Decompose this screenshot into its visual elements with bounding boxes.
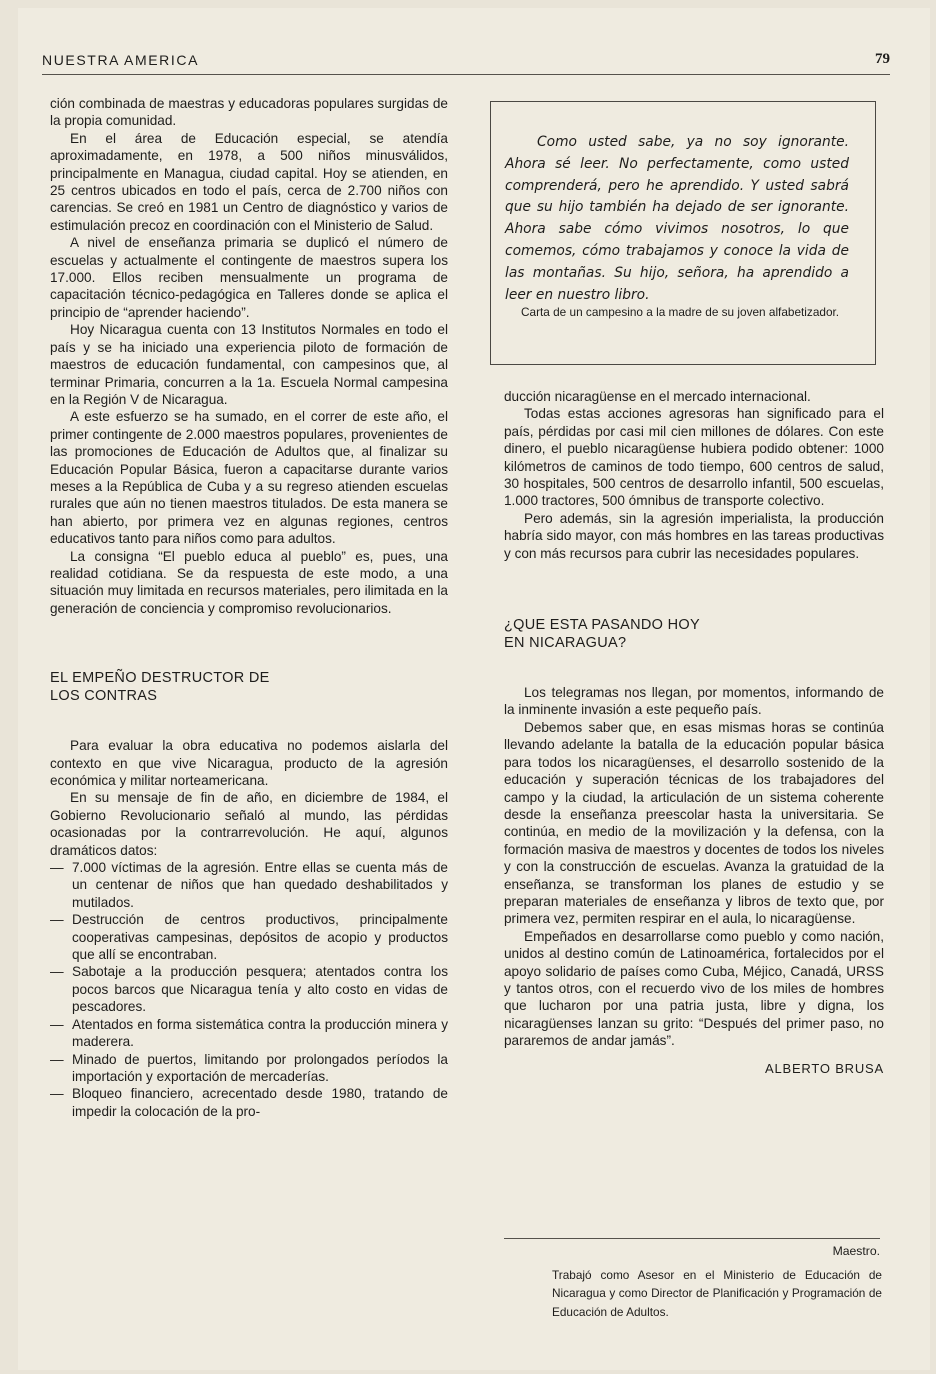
page-header (42, 48, 890, 75)
dash-bullet: — (50, 964, 64, 980)
paragraph: En su mensaje de fin de año, en diciembre de 1984, el Gobierno Revolucionario señaló al mundo, las pérdidas ocasionadas por la contrarrevolución. He aquí, algunos dramáticos datos: (50, 790, 448, 858)
right-column (504, 388, 884, 1077)
list-item-text: Bloqueo financiero, acrecentado desde 1980, tratando de impedir la colocación de la pro- (72, 1086, 448, 1119)
section-heading-nicaragua (504, 616, 884, 652)
paragraph: En el área de Educación especial, se atendía aproximadamente, en 1978, a 500 niños minusválidos, principalmente en Managua, ciudad capital. Hoy se atienden, en 25 centros ubicados en todo el país, cerca de 2.700 niños con carencias. Se creó en 1981 un Centro de diagnóstico y varios de estimulación precoz en coordinación con el Ministerio de Salud. (50, 130, 448, 233)
section-heading-line: EL EMPEÑO DESTRUCTOR DE (50, 670, 270, 687)
list-item-text: Minado de puertos, limitando por prolongados períodos la importación y exportación de mercaderías. (72, 1051, 448, 1084)
author-title: Maestro. (832, 1244, 880, 1258)
section-heading-line: ¿QUE ESTA PASANDO HOY (504, 617, 700, 634)
section-heading-contras (50, 669, 448, 705)
list-item-text: Sabotaje a la producción pesquera; atentados contra los pocos barcos que Nicaragua tenía y alto costo en vidas de pescadores. (72, 964, 448, 1015)
paragraph: ción combinada de maestras y educadoras populares surgidas de la propia comunidad. (50, 96, 448, 129)
left-column (50, 95, 448, 1120)
dash-bullet: — (50, 860, 64, 876)
dash-bullet: — (50, 1016, 64, 1032)
list-item (50, 1085, 448, 1120)
list-item-text: Atentados en forma sistemática contra la producción minera y maderera. (72, 1016, 448, 1050)
paragraph: A nivel de enseñanza primaria se duplicó el número de escuelas y actualmente el contingente de maestros supera los 17.000. Ellos reciben mensualmente un programa de capacitación técnico-pedagógica en Talleres donde se aplica el principio de “aprender haciendo”. (50, 235, 448, 320)
author-name: ALBERTO BRUSA (764, 1060, 884, 1076)
paragraph: Todas estas acciones agresoras han significado para el país, pérdidas por casi mil cien millones de dólares. Con este dinero, el pueblo nicaragüense hubiera podido obtener: 1000 kilómetros de caminos de todo tiempo, 600 centros de salud, 30 hospitales, 500 centros de desarrollo infantil, 500 escuelas, 1.000 tractores, 500 ómnibus de transporte colectivo. (504, 406, 884, 509)
dash-bullet: — (50, 1051, 64, 1067)
paragraph: Los telegramas nos llegan, por momentos, informando de la inminente invasión a este pequeño país. (504, 685, 884, 718)
quote-box (490, 101, 876, 365)
paragraph: ducción nicaragüense en el mercado internacional. (504, 389, 811, 404)
paragraph: La consigna “El pueblo educa al pueblo” es, pues, una realidad cotidiana. Se da respuesta de este modo, a una situación muy limitada en recursos materiales, pero ilimitada en la generación de conciencia y compromiso revolucionarios. (50, 548, 448, 616)
author-bio: Trabajó como Asesor en el Ministerio de Educación de Nicaragua y como Director de Planificación y Programación de Educación de Adultos. (552, 1268, 882, 1319)
dash-bullet: — (50, 912, 64, 928)
list-item-text: 7.000 víctimas de la agresión. Entre ellas se cuenta más de un centenar de niños que han quedado deshabilitados y mutilados. (72, 860, 448, 910)
signature-divider (504, 1238, 880, 1239)
list-item (50, 1051, 448, 1086)
page-number: 79 (875, 51, 890, 67)
section-heading-line: EN NICARAGUA? (504, 635, 627, 652)
list-item (50, 911, 448, 963)
paragraph: Para evaluar la obra educativa no podemos aislarla del contexto en que vive Nicaragua, producto de la agresión económica y militar norteamericana. (50, 738, 448, 788)
quote-text: Como usted sabe, ya no soy ignorante. Ahora sé leer. No perfectamente, como usted comprenderá, pero he aprendido. Y usted sabrá que su hijo también ha dejado de ser ignorante. Ahora sabe cómo vivimos nosotros, lo que comemos, cómo trabajamos y conoce la vida de las montañas. Su hijo, señora, ha aprendido a leer en nuestro libro. (505, 134, 849, 303)
section-heading-line: LOS CONTRAS (50, 688, 158, 705)
quote-source: Carta de un campesino a la madre de su joven alfabetizador. (521, 305, 840, 319)
publication-title: NUESTRA AMERICA (42, 52, 200, 68)
list-item (50, 1016, 448, 1051)
paragraph: A este esfuerzo se ha sumado, en el correr de este año, el primer contingente de 2.000 maestros populares, provenientes de las promociones de Educación de Adultos que, al finalizar su Educación Popular Básica, fueron a capacitarse durante varios meses a la República de Cuba y a su regreso atienden escuelas rurales que aún no tienen maestros titulados. De esta manera se han abierto, por primera vez en algunas regiones, centros educativos tanto para niños como para adultos. (50, 409, 448, 547)
paragraph: Empeñados en desarrollarse como pueblo y como nación, unidos al destino común de Latinoamérica, fortalecidos por el apoyo solidario de países como Cuba, Méjico, Canadá, URSS y tantos otros, con el recuerdo vivo de los miles de hombres que lucharon por una patria justa, libre y digna, los nicaragüenses lanzan su grito: “Después del primer paso, no pararemos de andar jamás”. (504, 928, 884, 1049)
list-item-text: Destrucción de centros productivos, principalmente cooperativas campesinas, depósitos de acopio y productos que allí se encontraban. (72, 912, 448, 963)
dash-bullet: — (50, 1086, 64, 1102)
list-item (50, 859, 448, 911)
paragraph: Hoy Nicaragua cuenta con 13 Institutos Normales en todo el país y se ha iniciado una experiencia piloto de formación de maestros de educación fundamental, con campesinos que, al terminar Primaria, concurren a la 1a. Escuela Normal campesina en la Región V de Nicaragua. (50, 322, 448, 407)
paragraph: Pero además, sin la agresión imperialista, la producción habría sido mayor, con más hombres en las tareas productivas y con más recursos para cubrir las necesidades populares. (504, 510, 884, 561)
list-item (50, 963, 448, 1015)
paragraph: Debemos saber que, en esas mismas horas se continúa llevando adelante la batalla de la educación popular básica para todos los nicaragüenses, el desarrollo sostenido de la educación y superación técnicas de los trabajadores del campo y la ciudad, la articulación de un sistema coherente desde la enseñanza preescolar hasta la universitaria. Se continúa, en medio de la movilización y la defensa, con la formación masiva de maestros y docentes de todos los niveles y con la construcción de escuelas. Avanza la gratuidad de la enseñanza, se transforman los planes de estudio y se preparan materiales de enseñanza y libros de texto que, por primera vez, permiten respirar en el aula, lo nicaragüense. (504, 719, 884, 927)
